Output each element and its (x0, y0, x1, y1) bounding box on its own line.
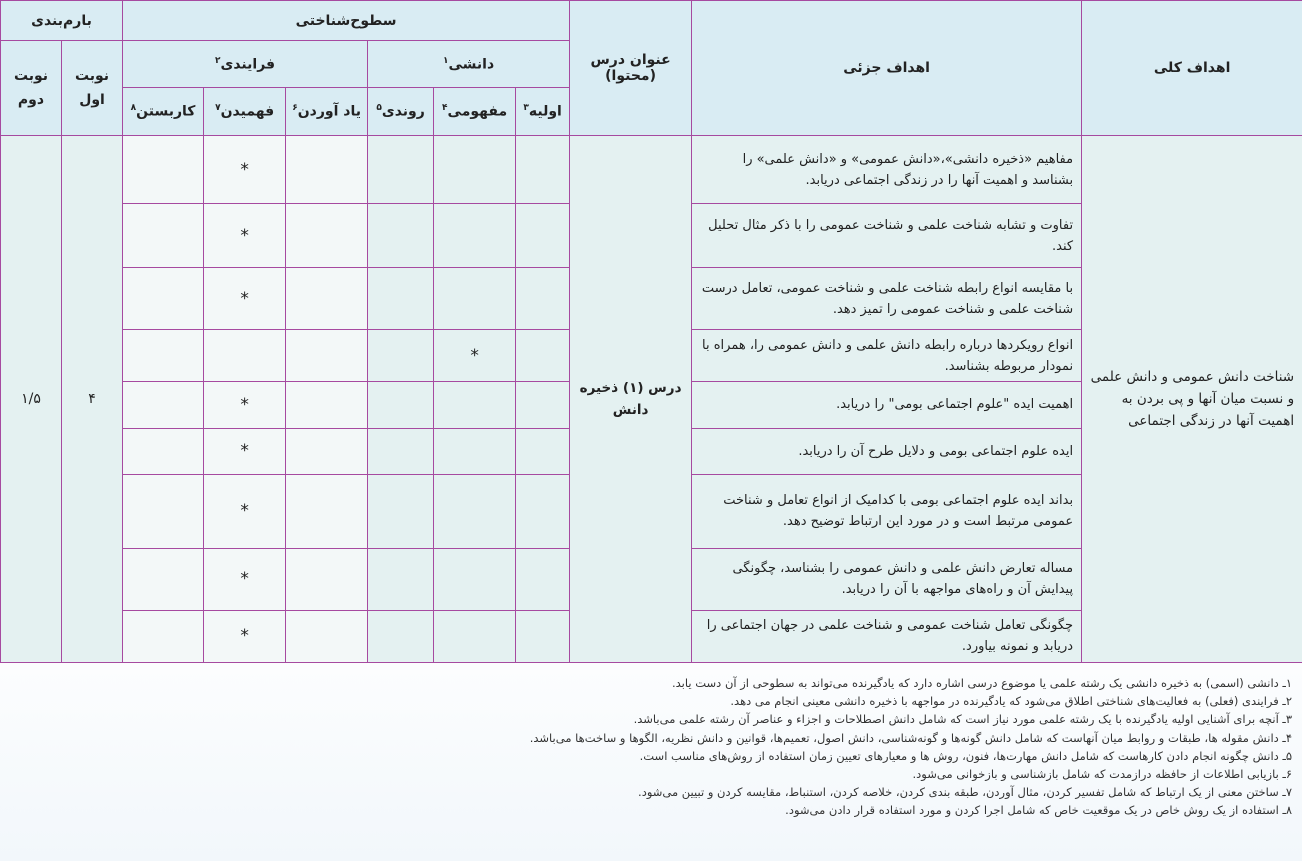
knowledge-sup: ۱ (443, 55, 449, 66)
level-mark: * (240, 225, 249, 246)
level-cell (368, 268, 434, 330)
col-sup: ۷ (215, 103, 221, 114)
level-cell (434, 330, 516, 382)
col-label: یاد آوردن (297, 103, 361, 120)
col-sup: ۴ (442, 103, 448, 114)
level-cell (204, 268, 286, 330)
level-cell (286, 474, 368, 548)
level-cell (286, 330, 368, 382)
level-cell (123, 474, 204, 548)
level-cell (123, 548, 204, 610)
level-cell (368, 428, 434, 474)
level-cell (368, 330, 434, 382)
level-cell (368, 204, 434, 268)
detail-goal-cell: چگونگی تعامل شناخت عمومی و شناخت علمی در جهان اجتماعی را دریابد و نمونه بیاورد. (692, 610, 1082, 662)
level-cell (516, 268, 570, 330)
lesson-title-sub: (محتوا) (605, 68, 657, 84)
footnote: ۶ـ بازیابی اطلاعات از حافظه درازمدت که شامل بازشناسی و بازخوانی می‌شود. (912, 767, 1292, 782)
level-mark: * (240, 569, 249, 590)
level-cell (123, 610, 204, 662)
header-turn-2: نوبت دوم (1, 41, 62, 136)
header-col-procedural (368, 88, 434, 136)
header-cognitive-levels: سطوح‌شناختی (123, 1, 570, 41)
footnote: ۸ـ استفاده از یک روش خاص در یک موقعیت خاص که شامل اجرا کردن و مورد استفاده قرار دادن می‌شود. (785, 803, 1292, 818)
lesson-cell: درس (۱) ذخیره دانش (570, 136, 692, 663)
col-sup: ۸ (130, 103, 137, 114)
col-label: کاربستن (136, 103, 196, 120)
level-cell (286, 548, 368, 610)
col-label: مفهومی (447, 103, 508, 120)
header-col-conceptual (434, 88, 516, 136)
level-cell (368, 382, 434, 428)
footnote: ۱ـ دانشی (اسمی) به ذخیره دانشی یک رشته علمی یا موضوع درسی اشاره دارد که یادگیرنده می‌تواند به سطوحی از آن دست یابد. (671, 676, 1292, 690)
level-cell (204, 136, 286, 204)
header-col-understand (204, 88, 286, 136)
level-cell (204, 204, 286, 268)
level-cell (286, 428, 368, 474)
level-mark: * (240, 441, 249, 462)
header-general-goals: اهداف کلی (1082, 1, 1302, 136)
level-cell (204, 474, 286, 548)
header-lesson-title (570, 1, 692, 136)
level-cell (516, 428, 570, 474)
col-sup: ۳ (523, 103, 529, 114)
level-cell (286, 268, 368, 330)
level-cell (516, 330, 570, 382)
level-cell (286, 136, 368, 204)
objectives-body (1, 136, 1302, 663)
level-cell (516, 548, 570, 610)
col-label: روندی (381, 103, 425, 120)
footnote: ۵ـ دانش چگونه انجام دادن کارهاست که شامل دانش مهارت‌ها، فنون، روش ها و معیارهای تعیین زمان استفاده از روش‌های مناسب است. (639, 748, 1292, 763)
footnotes (12, 674, 1292, 820)
level-cell (123, 204, 204, 268)
level-mark: * (240, 394, 249, 415)
level-cell (434, 610, 516, 662)
level-cell (204, 610, 286, 662)
level-mark: * (470, 345, 479, 366)
level-cell (123, 382, 204, 428)
process-sup: ۲ (215, 55, 221, 66)
header-knowledge (368, 41, 570, 88)
score-turn-1: ۴ (62, 136, 123, 663)
process-label: فرایندی (220, 56, 276, 73)
header-col-remember (286, 88, 368, 136)
knowledge-label: دانشی (448, 56, 495, 73)
level-cell (123, 136, 204, 204)
level-cell (286, 204, 368, 268)
level-cell (434, 474, 516, 548)
footnote: ۷ـ ساختن معنی از یک ارتباط که شامل تفسیر کردن، مثال آوردن، طبقه بندی کردن، خلاصه کردن، استنباط، مقایسه کردن و تبیین می‌شود. (638, 785, 1292, 800)
header-col-apply (123, 88, 204, 136)
level-cell (434, 136, 516, 204)
level-cell (368, 474, 434, 548)
detail-goal-cell: با مقایسه انواع رابطه شناخت علمی و شناخت عمومی، تعامل درست شناخت علمی و شناخت عمومی را تمیز دهد. (692, 268, 1082, 330)
level-cell (516, 474, 570, 548)
level-cell (516, 610, 570, 662)
detail-goal-cell: بداند ایده علوم اجتماعی بومی با کدامیک از انواع تعامل و شناخت عمومی مرتبط است و در مورد این ارتباط توضیح دهد. (692, 474, 1082, 548)
detail-goal-cell: مفاهیم «ذخیره دانشی»،«دانش عمومی» و «دانش علمی» را بشناسد و اهمیت آنها را در زندگی اجتماعی دریابد. (692, 136, 1082, 204)
header-col-primary (516, 88, 570, 136)
level-cell (123, 428, 204, 474)
detail-goal-cell: اهمیت ایده "علوم اجتماعی بومی" را دریابد. (692, 382, 1082, 428)
footnote: ۳ـ آنچه برای آشنایی اولیه یادگیرنده با یک رشته علمی مورد نیاز است که شامل دانش اصطلاحات و اجزاء و عناصر آن رشته علمی می‌باشد. (633, 712, 1292, 727)
level-cell (204, 382, 286, 428)
col-sup: ۶ (292, 103, 298, 114)
lesson-title-label: عنوان درس (590, 52, 671, 68)
header-scoring: بارم‌بندی (1, 1, 123, 41)
level-cell (123, 268, 204, 330)
detail-goal-cell: مساله تعارض دانش علمی و دانش عمومی را بشناسد، چگونگی پیدایش آن و راه‌های مواجهه با آن را دریابد. (692, 548, 1082, 610)
level-cell (368, 548, 434, 610)
level-cell (516, 382, 570, 428)
general-goal-cell: شناخت دانش عمومی و دانش علمی و نسبت میان آنها و پی بردن به اهمیت آنها در زندگی اجتماعی (1082, 136, 1302, 663)
footnote: ۲ـ فرایندی (فعلی) به فعالیت‌های شناختی اطلاق می‌شود که یادگیرنده در مواجهه با ذخیره دانشی معینی انجام می دهد. (730, 694, 1292, 709)
level-cell (204, 330, 286, 382)
header-detail-goals: اهداف جزئی (692, 1, 1082, 136)
header-turn-1: نوبت اول (62, 41, 123, 136)
level-cell (516, 136, 570, 204)
level-cell (434, 548, 516, 610)
level-cell (368, 136, 434, 204)
level-cell (434, 428, 516, 474)
level-mark: * (240, 626, 249, 647)
level-mark: * (240, 159, 249, 180)
level-cell (434, 268, 516, 330)
level-cell (123, 330, 204, 382)
level-cell (516, 204, 570, 268)
footnote: ۴ـ دانش مقوله ها، طبقات و روابط میان آنهاست که شامل دانش گونه‌ها و گونه‌شناسی، دانش اصول، تعمیم‌ها، قوانین و دانش نظریه، الگوها و ساخت‌ها می‌باشد. (529, 730, 1292, 745)
detail-goal-cell: ایده علوم اجتماعی بومی و دلایل طرح آن را دریابد. (692, 428, 1082, 474)
level-cell (204, 548, 286, 610)
score-turn-2: ۱/۵ (1, 136, 62, 663)
level-cell (434, 204, 516, 268)
level-cell (204, 428, 286, 474)
detail-goal-cell: تفاوت و تشابه شناخت علمی و شناخت عمومی را با ذکر مثال تحلیل کند. (692, 204, 1082, 268)
level-mark: * (240, 501, 249, 522)
col-label: اولیه (528, 103, 562, 120)
table-row (1, 136, 1302, 204)
col-label: فهمیدن (220, 103, 275, 120)
level-cell (368, 610, 434, 662)
col-sup: ۵ (376, 103, 382, 114)
header-process (123, 41, 368, 88)
detail-goal-cell: انواع رویکردها درباره رابطه دانش علمی و دانش عمومی را، همراه با نمودار مربوطه بشناسد. (692, 330, 1082, 382)
level-cell (286, 610, 368, 662)
level-mark: * (240, 288, 249, 309)
level-cell (434, 382, 516, 428)
level-cell (286, 382, 368, 428)
